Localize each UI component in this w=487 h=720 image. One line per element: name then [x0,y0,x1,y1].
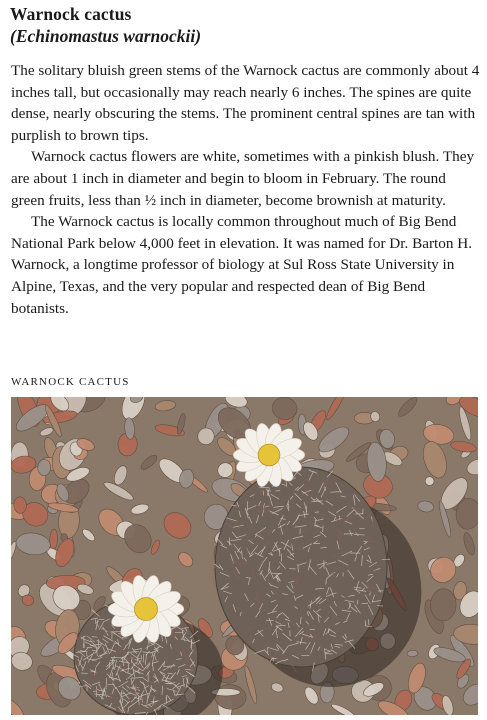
cactus-photo-image [11,397,478,715]
page-title: Warnock cactus [10,4,132,24]
paragraph: The solitary bluish green stems of the Warnock cactus are commonly about 4 inches tall, but occasionally may reach nearly 6 inches. The spines are quite dense, nearly obscuring the stems. The prominent central spines are tan with purplish to brown tips. [11,62,480,144]
paragraph: Warnock cactus flowers are white, sometimes with a pinkish blush. They are about 1 inch in diameter and begin to bloom in February. The round green fruits, less than ½ inch in diameter, become brownish at maturity. [11,148,475,209]
scientific-name: (Echinomastus warnockii) [10,26,202,46]
figure-caption: WARNOCK CACTUS [11,376,130,388]
description-text [11,60,483,319]
paragraph: The Warnock cactus is locally common throughout much of Big Bend National Park below 4,000 feet in elevation. It was named for Dr. Barton H. Warnock, a longtime professor of biology at Sul Ross State University in Alpine, Texas, and the very popular and respected dean of Big Bend botanists. [11,213,472,317]
cactus-photo [11,397,478,715]
